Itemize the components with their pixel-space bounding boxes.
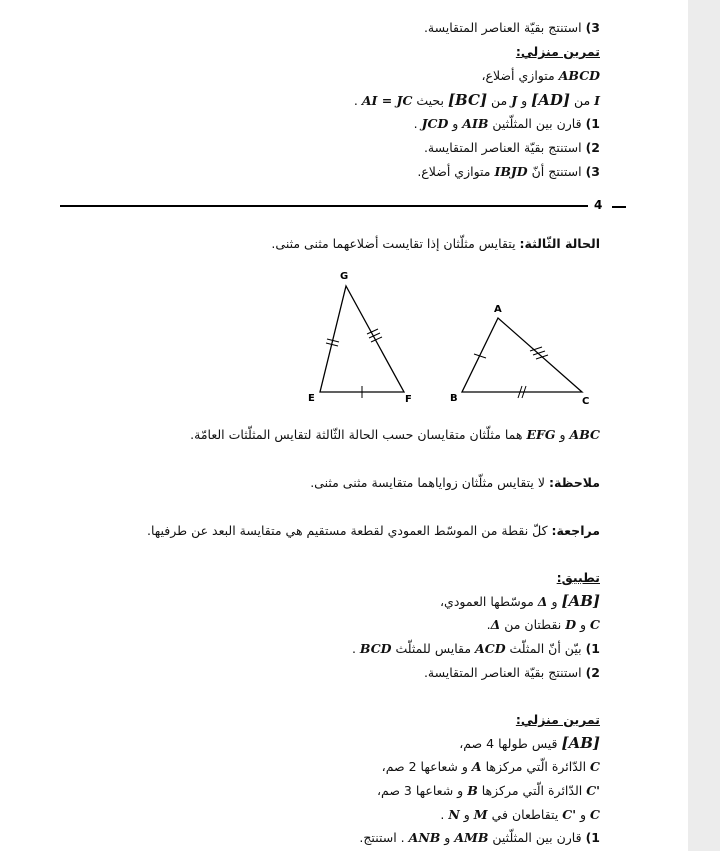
homework-2-q1	[60, 830, 600, 846]
homework-q2	[60, 140, 600, 156]
text: متوازي أضلاع،	[481, 68, 559, 83]
segment-ab: [AB]	[561, 734, 600, 752]
note	[60, 475, 600, 491]
top-item-3	[60, 20, 600, 36]
segment-ad: [AD]	[531, 91, 570, 109]
text: و	[555, 427, 570, 442]
homework-title: تمرين منزلي:	[515, 44, 600, 59]
item-number: 1)	[585, 116, 600, 131]
application-q2	[60, 665, 600, 681]
text: بحيث	[412, 93, 448, 108]
label-a: A	[494, 304, 502, 315]
homework-line-1	[60, 68, 600, 84]
math-bcd: BCD	[359, 641, 392, 656]
text: .	[440, 807, 449, 822]
homework-2-line-2	[60, 759, 600, 775]
tick-ac-3	[536, 355, 548, 359]
math-m: M	[473, 807, 488, 822]
label-g: G	[340, 271, 349, 282]
text: .	[486, 617, 491, 632]
label-c: C	[582, 396, 590, 407]
figure-conclusion	[60, 427, 600, 443]
math-acd: ACD	[475, 641, 506, 656]
math-abc: ABC	[569, 427, 600, 442]
review-text: كلّ نقطة من الموسّط العمودي لقطعة مستقيم هي متقايسة البعد عن طرفيها.	[146, 523, 552, 538]
review-label: مراجعة:	[551, 523, 600, 538]
math-efg: EFG	[526, 427, 556, 442]
math-jcd: JCD	[421, 116, 449, 131]
homework-2-line-1	[60, 735, 600, 752]
page-number-dash	[612, 206, 626, 208]
label-f: F	[405, 394, 412, 405]
math-a: A	[471, 759, 482, 774]
page-separator-line	[60, 205, 588, 207]
text: الدّائرة الّتي مركزها	[481, 759, 591, 774]
text: يتقاطعان في	[487, 807, 563, 822]
homework-q3	[60, 164, 600, 180]
note-text: لا يتقايس مثلّثان زواياهما متقايسة مثنى مثنى.	[310, 475, 549, 490]
text: . استنتج.	[359, 830, 409, 845]
equation-ai-jc: AI = JC	[361, 93, 413, 108]
item-number: 2)	[585, 665, 600, 680]
math-amb: AMB	[454, 830, 489, 845]
text: متوازي أضلاع.	[417, 164, 495, 179]
text: استنتج أنّ	[527, 164, 582, 179]
math-ibjd: IBJD	[494, 164, 528, 179]
math-abcd: ABCD	[558, 68, 600, 83]
homework-2-line-4	[60, 807, 600, 823]
segment-ab: [AB]	[561, 592, 600, 610]
math-delta: Δ	[537, 594, 548, 609]
text: قارن بين المثلّثين	[488, 116, 582, 131]
text: نقطتان من	[500, 617, 566, 632]
text: و	[576, 807, 591, 822]
text: استنتج بقيّة العناصر المتقايسة.	[423, 665, 582, 680]
math-b: B	[467, 783, 478, 798]
text: هما مثلّثان متقايسان حسب الحالة الثّالثة لتقايس المثلّثات العامّة.	[190, 427, 527, 442]
homework-line-2	[60, 92, 600, 109]
text: موسّطها العمودي،	[440, 594, 538, 609]
text: و	[459, 807, 474, 822]
application-line-1	[60, 593, 600, 610]
item-number: 2)	[585, 140, 600, 155]
segment-bc: [BC]	[447, 91, 488, 109]
math-j: J	[511, 93, 518, 108]
review	[60, 523, 600, 539]
homework-2-line-3	[60, 783, 600, 799]
page-number: 4	[594, 198, 603, 212]
text: و شعاعها 3 صم،	[376, 783, 468, 798]
text: الدّائرة الّتي مركزها	[477, 783, 587, 798]
text: قيس طولها 4 صم،	[459, 736, 562, 751]
application-title: تطبيق:	[556, 570, 600, 585]
label-e: E	[308, 393, 315, 404]
text: و	[440, 830, 455, 845]
text: و شعاعها 2 صم،	[381, 759, 472, 774]
application-line-2	[60, 617, 600, 633]
text: من	[569, 93, 595, 108]
scrollbar-track[interactable]	[688, 0, 720, 851]
application-q1	[60, 641, 600, 657]
case-3-text: يتقايس مثلّثان إذا تقايست أضلاعهما مثنى مثنى.	[271, 236, 520, 251]
congruent-triangles-figure	[290, 266, 620, 412]
text: .	[413, 116, 422, 131]
text: .	[351, 641, 360, 656]
math-i: I	[594, 93, 600, 108]
text: و	[576, 617, 591, 632]
label-b: B	[450, 393, 458, 404]
text: و	[448, 116, 463, 131]
item-number: 1)	[585, 641, 600, 656]
triangle-efg	[320, 286, 404, 392]
text: و	[517, 93, 532, 108]
item-number: 1)	[585, 830, 600, 845]
case-3-statement	[60, 236, 600, 252]
text: استنتج بقيّة العناصر المتقايسة.	[423, 140, 582, 155]
math-aib: AIB	[462, 116, 489, 131]
note-label: ملاحظة:	[549, 475, 600, 490]
triangle-abc	[462, 318, 582, 392]
math-c: C	[590, 759, 600, 774]
text: مقايس للمثلّث	[391, 641, 476, 656]
math-delta: Δ	[490, 617, 501, 632]
homework-2-title: تمرين منزلي:	[515, 712, 600, 727]
text: بيّن أنّ المثلّث	[505, 641, 582, 656]
text: و	[547, 594, 562, 609]
homework-q1	[60, 116, 600, 132]
text: .	[353, 93, 362, 108]
text: من	[487, 93, 512, 108]
item-text: استنتج بقيّة العناصر المتقايسة.	[423, 20, 582, 35]
math-c-prime: C'	[586, 783, 600, 798]
math-c-prime: C'	[562, 807, 577, 822]
item-number: 3)	[585, 164, 600, 179]
math-c: C	[590, 617, 600, 632]
math-n: N	[448, 807, 460, 822]
math-anb: ANB	[408, 830, 441, 845]
text: قارن بين المثلّثين	[488, 830, 582, 845]
case-3-label: الحالة الثّالثة:	[519, 236, 600, 251]
math-c: C	[590, 807, 600, 822]
math-d: D	[565, 617, 577, 632]
item-number: 3)	[585, 20, 600, 35]
